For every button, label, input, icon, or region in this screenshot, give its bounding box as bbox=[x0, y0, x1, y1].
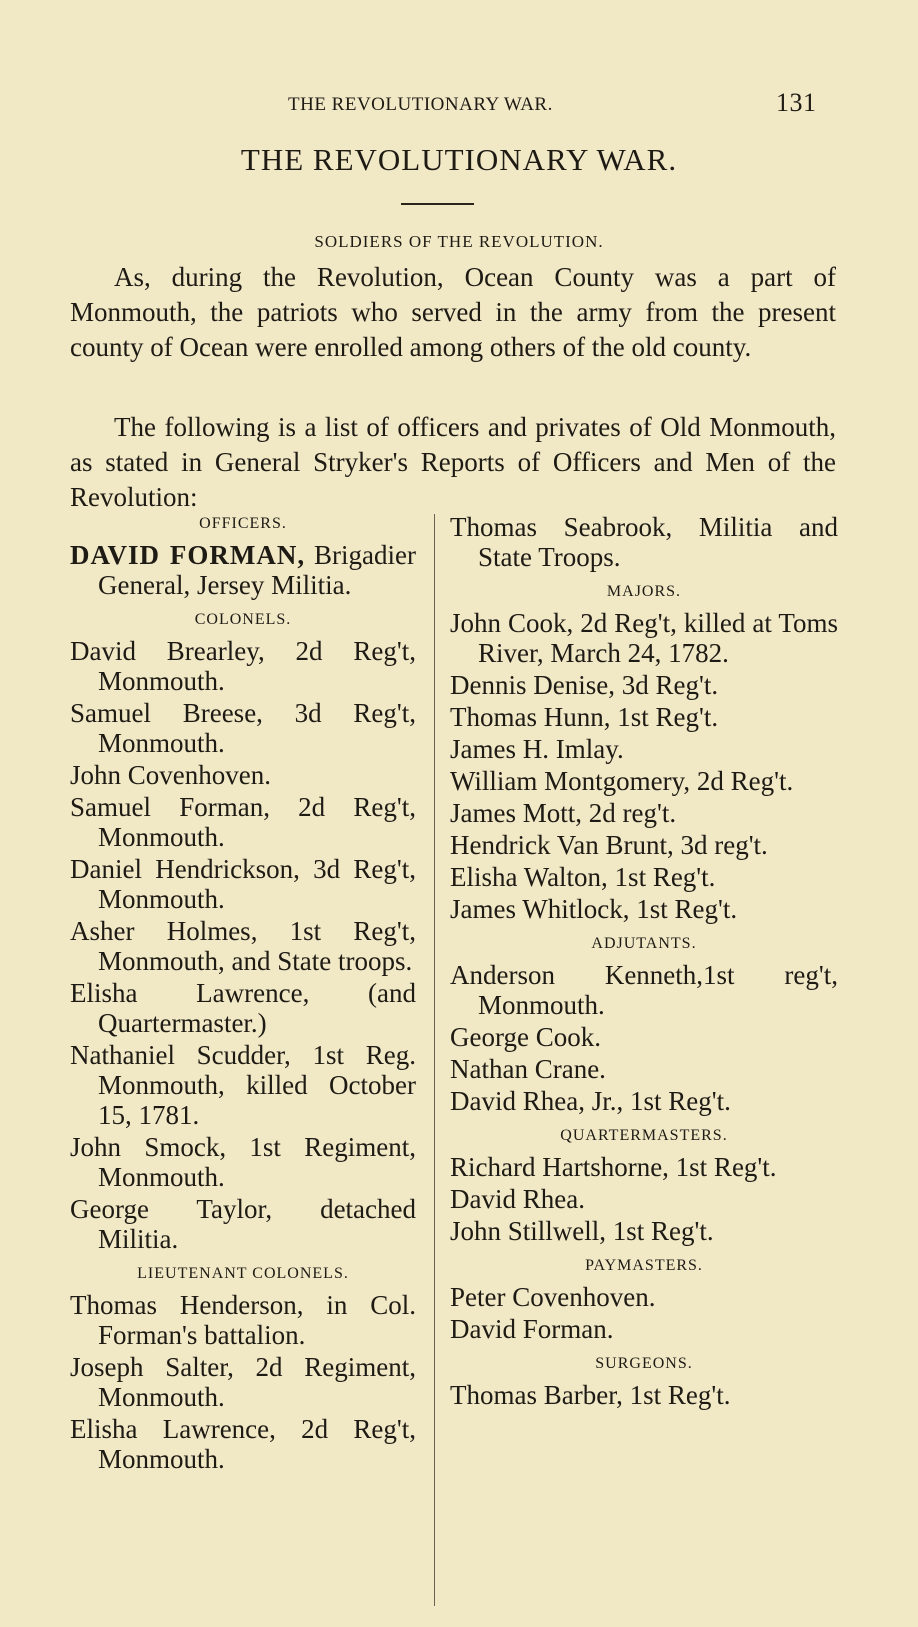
officer-rank: Brigadier General, Jersey Militia. bbox=[98, 540, 416, 600]
quartermaster-entry: John Stillwell, 1st Reg't. bbox=[450, 1216, 714, 1246]
major-entry: Thomas Hunn, 1st Reg't. bbox=[450, 702, 719, 732]
colonel-entry: Elisha Lawrence, (and Quartermaster.) bbox=[70, 978, 416, 1038]
left-column bbox=[70, 512, 416, 1476]
running-head bbox=[0, 88, 918, 124]
adjutant-entry: David Rhea, Jr., 1st Reg't. bbox=[450, 1086, 731, 1116]
major-entry: James H. Imlay. bbox=[450, 734, 624, 764]
paymaster-entry: David Forman. bbox=[450, 1314, 614, 1344]
adjutants-heading: ADJUTANTS. bbox=[591, 935, 697, 952]
quartermasters-heading: QUARTERMASTERS. bbox=[560, 1127, 728, 1144]
quartermaster-entry: David Rhea. bbox=[450, 1184, 585, 1214]
colonels-list bbox=[70, 636, 416, 1254]
lt-colonel-entry: Joseph Salter, 2d Regiment, Monmouth. bbox=[70, 1352, 416, 1412]
majors-heading: MAJORS. bbox=[606, 583, 682, 600]
major-entry: John Cook, 2d Reg't, killed at Toms River, March 24, 1782. bbox=[450, 608, 838, 668]
adjutant-entry: Anderson Kenneth,1st reg't, Monmouth. bbox=[450, 960, 838, 1020]
section-title: SOLDIERS OF THE REVOLUTION. bbox=[314, 232, 604, 251]
major-entry: Dennis Denise, 3d Reg't. bbox=[450, 670, 719, 700]
colonels-heading: COLONELS. bbox=[194, 611, 292, 628]
colonel-entry: Thomas Seabrook, Militia and State Troops. bbox=[450, 512, 838, 572]
officer-name: DAVID FORMAN, bbox=[70, 540, 306, 570]
major-entry: James Whitlock, 1st Reg't. bbox=[450, 894, 738, 924]
colonel-entry: Samuel Breese, 3d Reg't, Monmouth. bbox=[70, 698, 416, 758]
colonel-entry: Daniel Hendrickson, 3d Reg't, Monmouth. bbox=[70, 854, 416, 914]
major-entry: William Montgomery, 2d Reg't. bbox=[450, 766, 794, 796]
colonel-entry: John Covenhoven. bbox=[70, 760, 271, 790]
intro-paragraph: As, during the Revolution, Ocean County was a part of Monmouth, the patriots who served in the army from the present county of Ocean were enrolled among others of the old county. bbox=[70, 262, 836, 362]
chapter-title: THE REVOLUTIONARY WAR. bbox=[240, 142, 678, 177]
officers-heading: OFFICERS. bbox=[199, 515, 287, 532]
quartermasters-list bbox=[450, 1152, 838, 1246]
lt-colonels-heading: LIEUTENANT COLONELS. bbox=[137, 1265, 349, 1282]
right-column bbox=[450, 512, 838, 1412]
colonel-entry: Asher Holmes, 1st Reg't, Monmouth, and State troops. bbox=[70, 916, 416, 976]
adjutant-entry: Nathan Crane. bbox=[450, 1054, 606, 1084]
page-number: 131 bbox=[776, 88, 817, 117]
major-entry: Elisha Walton, 1st Reg't. bbox=[450, 862, 716, 892]
running-head-title: THE REVOLUTIONARY WAR. bbox=[288, 94, 553, 115]
column-divider bbox=[434, 514, 435, 1606]
officer-entry bbox=[70, 540, 416, 600]
colonel-entry: Nathaniel Scudder, 1st Reg. Monmouth, killed October 15, 1781. bbox=[70, 1040, 416, 1130]
colonel-entry: John Smock, 1st Regiment, Monmouth. bbox=[70, 1132, 416, 1192]
paymasters-heading: PAYMASTERS. bbox=[585, 1257, 703, 1274]
lt-colonels-list bbox=[70, 1290, 416, 1474]
list-intro-paragraph: The following is a list of officers and privates of Old Monmouth, as stated in General Stryker's Reports of Officers and Men of the Revolution: bbox=[70, 412, 836, 512]
colonel-entry: Samuel Forman, 2d Reg't, Monmouth. bbox=[70, 792, 416, 852]
adjutant-entry: George Cook. bbox=[450, 1022, 601, 1052]
lt-colonel-entry: Elisha Lawrence, 2d Reg't, Monmouth. bbox=[70, 1414, 416, 1474]
title-rule bbox=[401, 203, 474, 205]
major-entry: Hendrick Van Brunt, 3d reg't. bbox=[450, 830, 768, 860]
paymaster-entry: Peter Covenhoven. bbox=[450, 1282, 656, 1312]
surgeons-heading: SURGEONS. bbox=[595, 1355, 693, 1372]
majors-list bbox=[450, 608, 838, 924]
colonel-entry: George Taylor, detached Militia. bbox=[70, 1194, 416, 1254]
surgeon-entry: Thomas Barber, 1st Reg't. bbox=[450, 1380, 731, 1410]
adjutants-list bbox=[450, 960, 838, 1116]
colonel-entry: David Brearley, 2d Reg't, Monmouth. bbox=[70, 636, 416, 696]
quartermaster-entry: Richard Hartshorne, 1st Reg't. bbox=[450, 1152, 777, 1182]
lt-colonel-entry: Thomas Henderson, in Col. Forman's battalion. bbox=[70, 1290, 416, 1350]
paymasters-list bbox=[450, 1282, 838, 1344]
surgeons-list bbox=[450, 1380, 838, 1410]
lead-entries bbox=[450, 512, 838, 572]
major-entry: James Mott, 2d reg't. bbox=[450, 798, 677, 828]
